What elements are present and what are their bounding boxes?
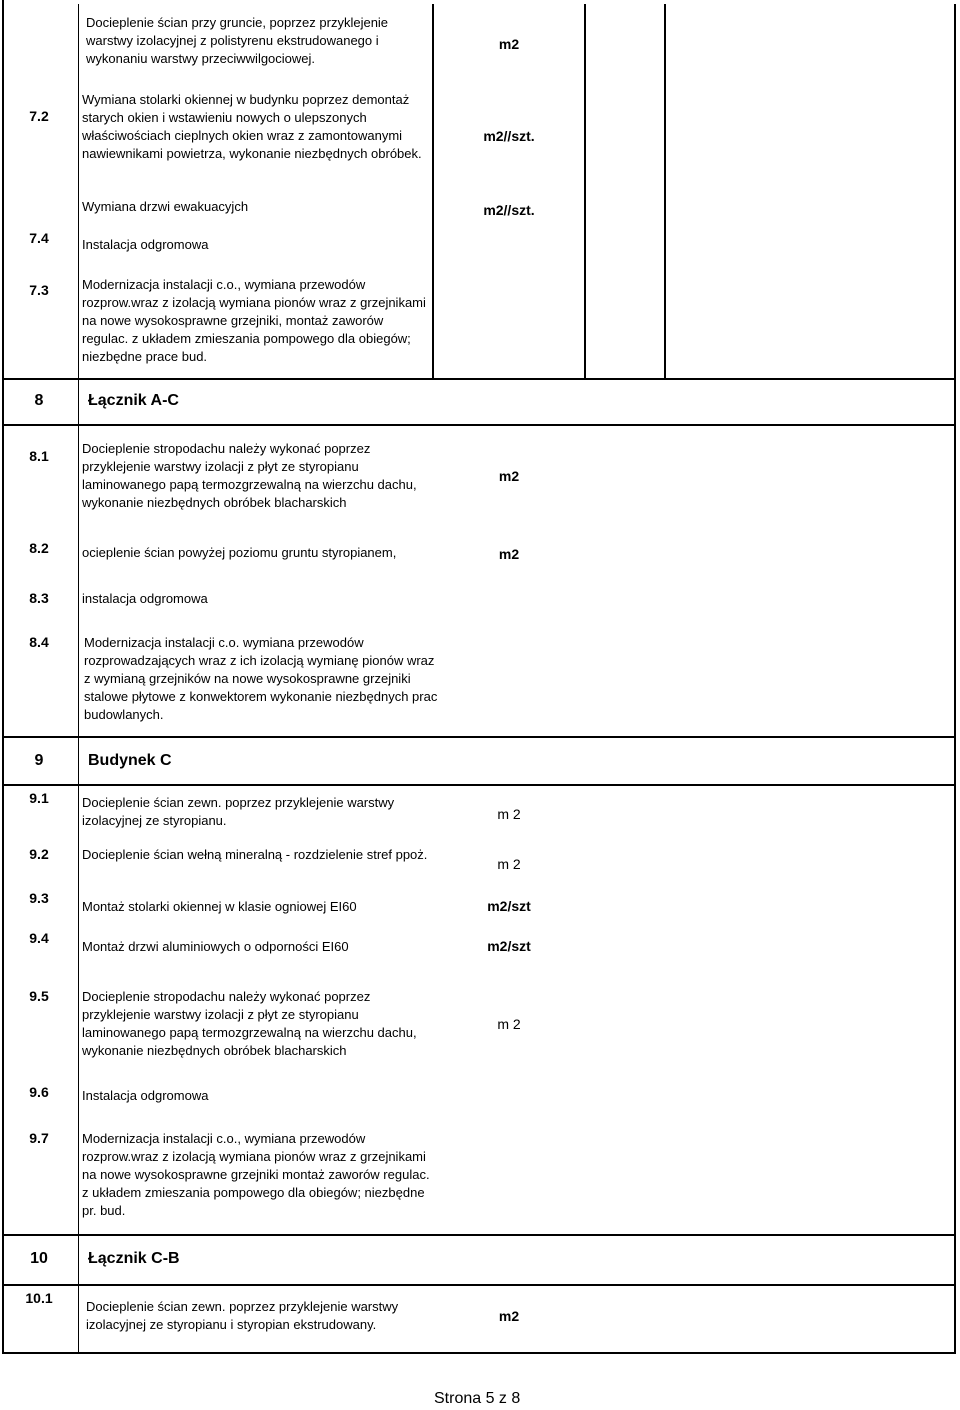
item-number: 7.2 — [29, 108, 49, 124]
section-number: 8 — [34, 392, 44, 409]
item-description: Docieplenie ścian przy gruncie, poprzez przyklejenie warstwy izolacyjnej z polistyrenu ekstrudowanego i wykonaniu warstwy przeciwwilgociowej. — [86, 15, 389, 66]
item-number: 8.2 — [29, 540, 49, 556]
item-number: 8.3 — [29, 590, 49, 606]
item-description: Modernizacja instalacji c.o. wymiana przewodów rozprowadzających wraz z ich izolacją wymianę pionów wraz z wymianą grzejników na nowe wysokosprawne grzejniki stalowe płytowe z konwektorem wykonanie niezbędnych prac budowlanych. — [84, 635, 438, 722]
page-number: Strona 5 z 8 — [434, 1390, 521, 1407]
item-description: Wymiana drzwi ewakuacyjch — [82, 199, 249, 214]
section-title: Łącznik A-C — [88, 392, 179, 409]
item-description: Modernizacja instalacji c.o., wymiana przewodów rozprow.wraz z izolacją wymiana pionów wraz z grzejnikami na nowe wysokosprawne grzejniki, montaż zaworów regulac. z układem zmieszania pompowego dla obiegów; niezbędne prace bud. — [82, 277, 426, 364]
item-number: 7.4 — [29, 230, 49, 246]
item-unit: m 2 — [497, 856, 521, 872]
item-unit: m2/szt — [487, 938, 531, 954]
section-number: 10 — [30, 1250, 48, 1267]
table-border-left — [2, 0, 4, 1354]
item-description: Docieplenie ścian zewn. poprzez przyklejenie warstwy izolacyjnej ze styropianu. — [82, 795, 395, 828]
item-unit: m2//szt. — [483, 202, 535, 218]
item-unit: m2 — [498, 36, 520, 52]
item-description: Montaż drzwi aluminiowych o odporności EI60 — [82, 939, 349, 954]
item-number: 9.1 — [29, 790, 49, 806]
item-unit: m2/szt — [487, 898, 531, 914]
item-description: Wymiana stolarki okiennej w budynku poprzez demontaż starych okien i wstawieniu nowych o ulepszonych właściwościach cieplnych okien wraz z zamontowanymi nawiewnikami powietrza, wykonanie niezbędnych obróbek. — [82, 92, 422, 161]
column-divider-number — [78, 4, 79, 1354]
item-description: instalacja odgromowa — [82, 591, 208, 606]
item-unit: m2 — [498, 1308, 520, 1324]
item-unit: m 2 — [497, 1016, 521, 1032]
item-number: 9.2 — [29, 846, 49, 862]
table-bottom-border — [2, 1352, 956, 1354]
item-description: Docieplenie stropodachu należy wykonać poprzez przyklejenie warstwy izolacji z płyt ze styropianu laminowanego papą termozgrzewalną na wierzchu dachu, wykonanie niezbędnych obróbek blacharskich — [82, 989, 417, 1058]
item-number: 9.5 — [29, 988, 49, 1004]
column-divider-price — [584, 4, 586, 378]
item-description: Instalacja odgromowa — [82, 237, 209, 252]
item-number: 8.4 — [29, 634, 49, 650]
section-title: Budynek C — [88, 752, 172, 769]
item-number: 7.3 — [29, 282, 49, 298]
item-description: Montaż stolarki okiennej w klasie ogniowej EI60 — [82, 899, 357, 914]
item-number: 9.7 — [29, 1130, 49, 1146]
column-divider-extra-2 — [954, 4, 956, 378]
item-number: 9.6 — [29, 1084, 49, 1100]
item-unit: m 2 — [497, 806, 521, 822]
item-description: Modernizacja instalacji c.o., wymiana przewodów rozprow.wraz z izolacją wymiana pionów wraz z grzejnikami na nowe wysokosprawne grzejniki montaż zaworów regulac. z układem zmieszania pompowego dla obiegów; niezbędne pr. bud. — [82, 1131, 430, 1218]
item-unit: m2 — [498, 468, 520, 484]
item-number: 9.3 — [29, 890, 49, 906]
row-divider — [4, 1284, 954, 1286]
item-description: Docieplenie stropodachu należy wykonać poprzez przyklejenie warstwy izolacji z płyt ze styropianu laminowanego papą termozgrzewalną na wierzchu dachu, wykonanie niezbędnych obróbek blacharskich — [82, 441, 417, 510]
item-description: Docieplenie ścian wełną mineralną - rozdzielenie stref ppoż. — [82, 847, 428, 862]
item-description: Instalacja odgromowa — [82, 1088, 209, 1103]
row-divider — [4, 424, 954, 426]
item-number: 10.1 — [25, 1290, 53, 1306]
section-number: 9 — [34, 752, 44, 769]
row-divider — [4, 736, 954, 738]
item-description: Docieplenie ścian zewn. poprzez przyklejenie warstwy izolacyjnej ze styropianu i styropian ekstrudowany. — [86, 1299, 399, 1332]
item-unit: m2 — [498, 546, 520, 562]
row-divider — [4, 784, 954, 786]
row-divider — [4, 1234, 954, 1236]
column-divider-extra — [664, 4, 666, 378]
row-divider — [4, 378, 954, 380]
item-number: 8.1 — [29, 448, 49, 464]
item-description: ocieplenie ścian powyżej poziomu gruntu styropianem, — [82, 545, 397, 560]
section-title: Łącznik C-B — [88, 1250, 180, 1267]
item-unit: m2//szt. — [483, 128, 535, 144]
table-border-right — [954, 378, 956, 1354]
item-number: 9.4 — [29, 930, 49, 946]
